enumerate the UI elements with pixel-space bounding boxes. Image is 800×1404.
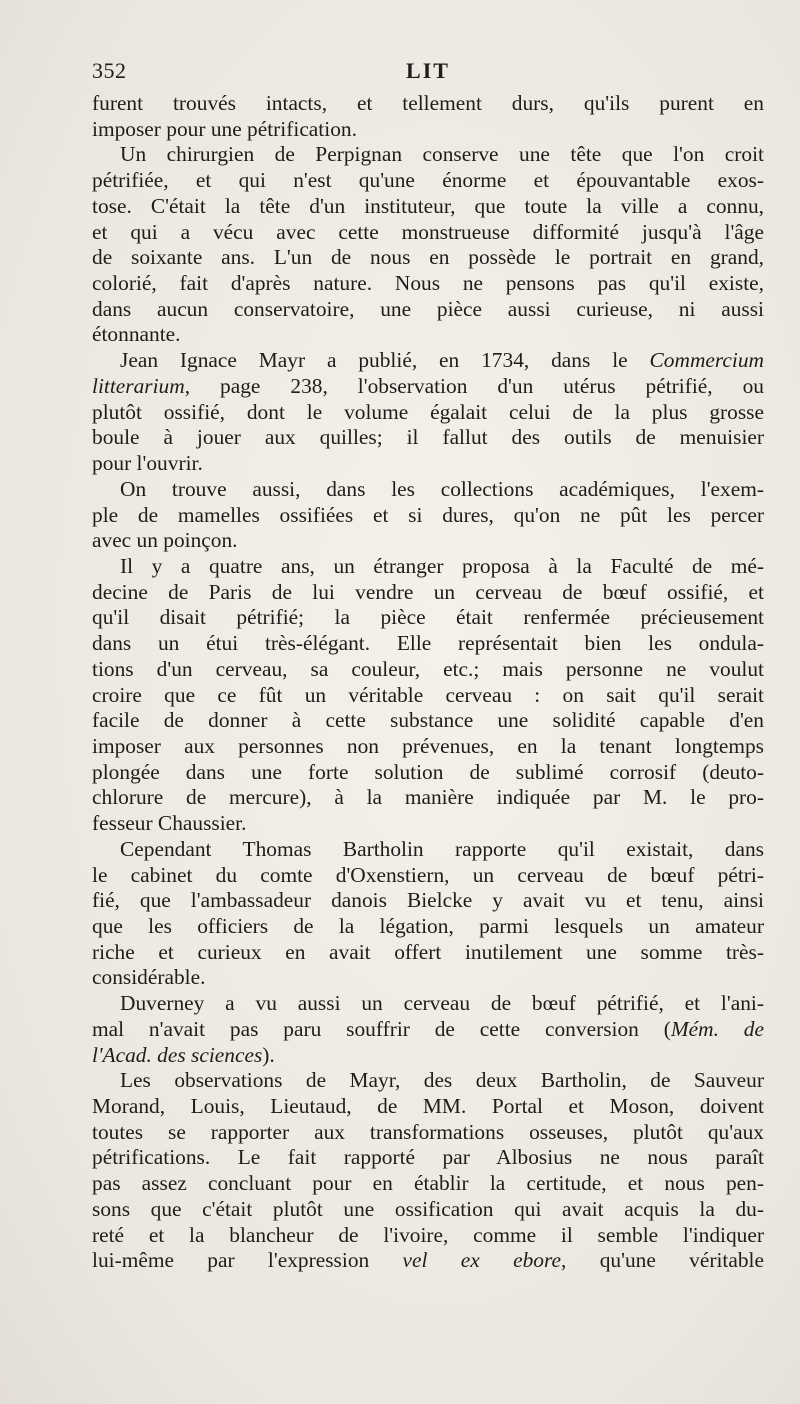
- text-run: ).: [262, 1042, 275, 1067]
- text-line: [92, 631, 764, 657]
- text-run: reté et la blancheur de l'ivoire, comme il semble l'indiquer: [92, 1222, 764, 1247]
- text-run: que les officiers de la légation, parmi lesquels un amateur: [92, 914, 764, 938]
- text-run: Les observations de Mayr, des deux Bartholin, de Sauveur: [120, 1068, 764, 1093]
- text-run: On trouve aussi, dans les collections académiques, l'exem-: [120, 476, 764, 501]
- text-line: [92, 734, 764, 760]
- text-run: Duverney a vu aussi un cerveau de bœuf pétrifié, et l'ani-: [120, 991, 764, 1016]
- text-line: [92, 1017, 764, 1043]
- text-run: considérable.: [92, 965, 206, 990]
- text-line: [92, 194, 764, 220]
- text-run: pour l'ouvrir.: [92, 451, 203, 476]
- italic-text: vel ex ebore: [402, 1248, 562, 1273]
- text-run: ple de mamelles ossifiées et si dures, qu'on ne pût les percer: [92, 502, 764, 527]
- italic-text: Mém. de: [670, 1016, 764, 1041]
- text-line: [92, 785, 764, 811]
- text-run: fié, que l'ambassadeur danois Bielcke y avait vu et tenu, ainsi: [92, 888, 764, 913]
- text-line: [92, 940, 764, 966]
- text-run: toutes se rapporter aux transformations osseuses, plutôt qu'aux: [92, 1119, 764, 1144]
- text-run: Il y a quatre ans, un étranger proposa à la Faculté de mé-: [120, 553, 764, 578]
- text-run: sons que c'était plutôt une ossification qui avait acquis la du-: [92, 1196, 764, 1221]
- text-run: le cabinet du comte d'Oxenstiern, un cerveau de bœuf pétri-: [92, 862, 764, 887]
- text-line: [92, 245, 764, 271]
- text-line: [92, 451, 764, 477]
- text-line: [92, 503, 764, 529]
- text-run: Un chirurgien de Perpignan conserve une tête que l'on croit: [120, 142, 764, 167]
- text-run: croire que ce fût un véritable cerveau : on sait qu'il serait: [92, 682, 764, 707]
- text-line: [92, 965, 764, 991]
- text-line: [92, 837, 764, 863]
- text-line: [92, 220, 764, 246]
- text-line: [92, 1248, 764, 1274]
- text-line: [92, 348, 764, 374]
- text-run: dans un étui très-élégant. Elle représentait bien les ondula-: [92, 631, 764, 656]
- text-run: fesseur Chaussier.: [92, 811, 247, 836]
- text-run: Cependant Thomas Bartholin rapporte qu'il existait, dans: [120, 836, 764, 861]
- text-run: furent trouvés intacts, et tellement durs, qu'ils purent en: [92, 91, 764, 115]
- text-run: chlorure de mercure), à la manière indiquée par M. le pro-: [92, 785, 764, 810]
- text-run: imposer pour une pétrification.: [92, 116, 357, 141]
- italic-text: Commercium: [649, 348, 764, 373]
- text-line: [92, 683, 764, 709]
- text-run: pétrifiée, et qui n'est qu'une énorme et épouvantable exos-: [92, 168, 764, 193]
- text-line: [92, 1145, 764, 1171]
- text-run: , page 238, l'observation d'un utérus pétrifié, ou: [184, 373, 764, 398]
- text-run: imposer aux personnes non prévenues, en la tenant longtemps: [92, 733, 764, 758]
- text-line: [92, 168, 764, 194]
- italic-text: l'Acad. des sciences: [92, 1042, 263, 1067]
- text-line: [92, 811, 764, 837]
- text-run: pas assez concluant pour en établir la certitude, et nous pen-: [92, 1171, 764, 1196]
- text-line: [92, 1068, 764, 1094]
- page-header: [92, 58, 764, 88]
- text-line: [92, 991, 764, 1017]
- text-run: Morand, Louis, Lieutaud, de MM. Portal et Moson, doivent: [92, 1094, 764, 1119]
- text-line: [92, 888, 764, 914]
- text-line: [92, 605, 764, 631]
- text-line: [92, 1043, 764, 1069]
- text-line: [92, 1171, 764, 1197]
- running-head: LIT: [406, 58, 450, 83]
- text-line: [92, 708, 764, 734]
- text-run: lui-même par l'expression: [92, 1248, 403, 1273]
- text-line: [92, 142, 764, 168]
- text-line: [92, 1223, 764, 1249]
- text-run: colorié, fait d'après nature. Nous ne pensons pas qu'il existe,: [92, 271, 764, 296]
- text-line: [92, 297, 764, 323]
- text-line: [92, 425, 764, 451]
- text-line: [92, 117, 764, 143]
- text-run: facile de donner à cette substance une solidité capable d'en: [92, 708, 764, 733]
- text-line: [92, 863, 764, 889]
- text-line: [92, 322, 764, 348]
- text-run: tions d'un cerveau, sa couleur, etc.; mais personne ne voulut: [92, 656, 764, 681]
- text-run: dans aucun conservatoire, une pièce aussi curieuse, ni aussi: [92, 296, 764, 321]
- text-line: [92, 374, 764, 400]
- text-run: avec un poinçon.: [92, 528, 238, 553]
- text-run: et qui a vécu avec cette monstrueuse difformité jusqu'à l'âge: [92, 219, 764, 244]
- text-run: pétrifications. Le fait rapporté par Albosius ne nous paraît: [92, 1145, 764, 1170]
- text-line: [92, 1094, 764, 1120]
- text-line: [92, 271, 764, 297]
- text-line: [92, 760, 764, 786]
- text-run: boule à jouer aux quilles; il fallut des outils de menuisier: [92, 425, 764, 450]
- text-line: [92, 400, 764, 426]
- italic-text: litterarium: [92, 373, 185, 398]
- page-number: 352: [92, 58, 127, 83]
- text-line: [92, 580, 764, 606]
- text-run: plutôt ossifié, dont le volume égalait celui de la plus grosse: [92, 399, 764, 424]
- text-run: tose. C'était la tête d'un instituteur, que toute la ville a connu,: [92, 193, 764, 218]
- text-line: [92, 914, 764, 940]
- body-text: [92, 91, 764, 1274]
- text-run: de soixante ans. L'un de nous en possède le portrait en grand,: [92, 245, 764, 270]
- text-run: étonnante.: [92, 322, 181, 347]
- text-line: [92, 657, 764, 683]
- text-run: Jean Ignace Mayr a publié, en 1734, dans le: [120, 348, 650, 373]
- text-line: [92, 1197, 764, 1223]
- text-run: , qu'une véritable: [561, 1248, 764, 1273]
- text-line: [92, 477, 764, 503]
- text-line: [92, 528, 764, 554]
- text-line: [92, 1120, 764, 1146]
- text-run: mal n'avait pas paru souffrir de cette conversion (: [92, 1016, 671, 1041]
- text-run: qu'il disait pétrifié; la pièce était renfermée précieusement: [92, 605, 764, 630]
- text-line: [92, 91, 764, 117]
- text-run: plongée dans une forte solution de sublimé corrosif (deuto-: [92, 759, 764, 784]
- text-line: [92, 554, 764, 580]
- text-run: riche et curieux en avait offert inutilement une somme très-: [92, 939, 764, 964]
- text-run: decine de Paris de lui vendre un cerveau de bœuf ossifié, et: [92, 579, 764, 604]
